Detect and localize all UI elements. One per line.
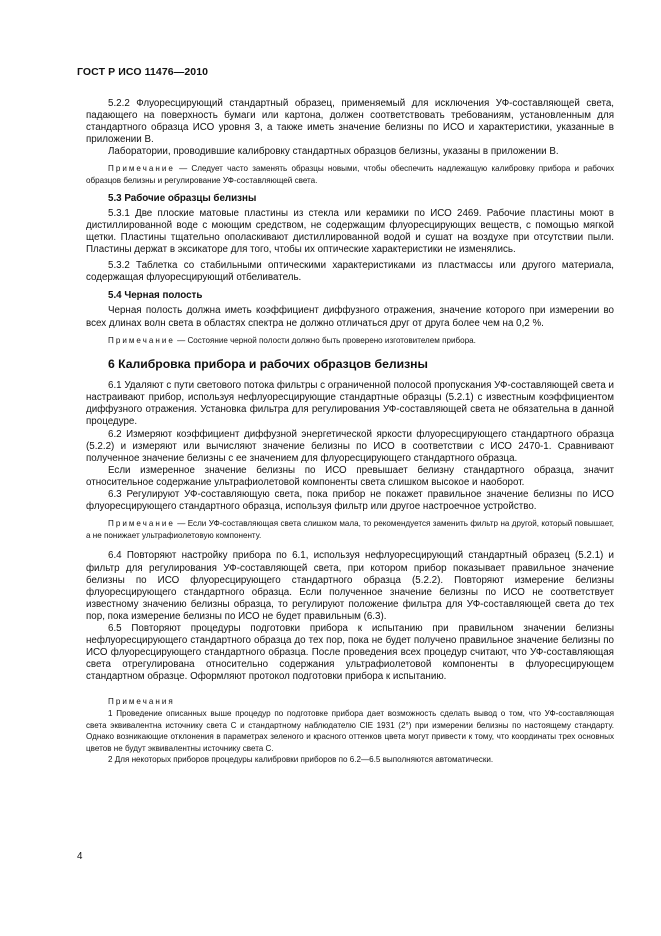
heading-5-3: 5.3 Рабочие образцы белизны [108,192,257,204]
note-black-cavity [86,335,614,347]
paragraph-5-3-2: 5.3.2 Таблетка со стабильными оптическими характеристиками из пластмассы или другого материала, содержащая флуоресцирующий отбеливатель. [86,260,614,284]
heading-5-4: 5.4 Черная полость [108,290,203,302]
paragraph-whiteness-exceeds: Если измеренное значение белизны по ИСО превышает белизну стандартного образца, значит относительное содержание ультрафиолетовой компоненты света слишком высокое и наоборот. [86,464,614,488]
paragraph-6-1: 6.1 Удаляют с пути светового потока фильтры с ограниченной полосой пропускания УФ-составляющей света и настраивают прибор, используя нефлуоресцирующие стандартные образцы (5.2.1) с известным коэффициентом диффузного отражения. Установка фильтра для регулирования УФ-составляющей света не обязательна в данной процедуре. [86,380,614,428]
paragraph-6-4: 6.4 Повторяют настройку прибора по 6.1, используя нефлуоресцирующий стандартный образец (5.2.1) и фильтр для регулирования УФ-составляющей света, при котором прибор показывает правильное значение белизны по ИСО флуоресцирующего стандартного образца (5.2.2). Повторяют измерение белизны флуоресцирующего стандартного образца. Если полученное значение белизны по ИСО не соответствует известному значению белизны образца, то регулируют положение фильтра для УФ-составляющей света до тех пор, пока измерение белизны по ИСО не будет правильным (6.3). [86,550,614,622]
paragraph-6-5: 6.5 Повторяют процедуры подготовки прибора к испытанию при правильном значении белизны нефлуоресцирующего стандартного образца до тех пор, пока не будет получено правильное значение белизны по ИСО флуоресцирующего стандартного образца. После проведения всех процедур считают, что УФ-составляющая света отрегулирована относительно содержания ультрафиолетовой компоненты в флуоресцирующем стандартном образце. Оформляют протокол подготовки прибора к испытанию. [86,622,614,683]
paragraph-6-2: 6.2 Измеряют коэффициент диффузной энергетической яркости флуоресцирующего стандартного образца (5.2.2) и измеряют или вычисляют значение белизны по ИСО в соответствии с ИСО 2470-1. Сравнивают полученное значение белизны с ее значением для флуоресцирующего стандартного образца. [86,428,614,464]
document-body [86,98,614,766]
paragraph-5-4: Черная полость должна иметь коэффициент диффузного отражения, значение которого при измерении во всех длинах волн света в областях спектра не должно отличаться друг от друга более чем на 0,2 %. [86,305,614,329]
notes-heading: Примечания [108,697,175,707]
note-text: — Состояние черной полости должно быть проверено изготовителем прибора. [174,335,476,345]
paragraph-laboratories: Лаборатории, проводившие калибровку стандартных образцов белизны, указаны в приложении В. [108,146,559,158]
document-header: ГОСТ Р ИСО 11476—2010 [77,66,209,78]
note-item-1: 1 Проведение описанных выше процедур по подготовке прибора дает возможность сделать вывод о том, что УФ-составляющая света эквивалентна источнику света С и стандартному наблюдателю CIE 1931 (2°) при измерении белизны по настоящему стандарту. Однако возникающие отклонения в параметрах зеленого и красного оттенков цвета могут привести к тому, что координаты трех основных цветов не будут эквивалентны источнику света С. [86,709,614,753]
page-number: 4 [77,851,83,862]
note-item-2: 2 Для некоторых приборов процедуры калибровки приборов по 6.2—6.5 выполняются автоматически. [108,755,494,765]
note-label: Примечание [108,519,175,529]
paragraph-5-3-1: 5.3.1 Две плоские матовые пластины из стекла или керамики по ИСО 2469. Рабочие пластины моют в дистиллированной воде с моющим средством, не содержащим флуоресцирующих веществ, с помощью мягкой щетки. Пластины тщательно ополаскивают дистиллированной водой и сушат на воздухе при отсутствии пыли. Пластины держат в эксикаторе для того, чтобы их оптические характеристики не изменялись. [86,207,614,256]
note-label: Примечание [108,164,175,174]
paragraph-6-3: 6.3 Регулируют УФ-составляющую света, пока прибор не покажет правильное значение белизны по ИСО флуоресцирующего стандартного образца, используя фильтр или другое настроечное устройство. [86,489,614,513]
note-calibration [86,163,614,186]
paragraph-5-2-2: 5.2.2 Флуоресцирующий стандартный образец, применяемый для исключения УФ-составляющей света, падающего на поверхность бумаги или картона, должен соответствовать требованиям, установленным для стандартного образца ИСО уровня 3, а также иметь значение белизны по ИСО и характеристики, указанные в приложении В. [86,98,614,146]
note-uv-filter [86,518,614,541]
note-label: Примечание [108,335,175,345]
heading-section-6: 6 Калибровка прибора и рабочих образцов белизны [108,357,428,372]
note-text: — Следует часто заменять образцы новыми, чтобы обеспечить надлежащую калибровку прибора и рабочих образцов белизны и регулирование УФ-составляющей света. [86,164,614,186]
note-text: — Если УФ-составляющая света слишком мала, то рекомендуется заменить фильтр на другой, который повышает, а не понижает ультрафиолетовую компоненту. [86,519,614,540]
